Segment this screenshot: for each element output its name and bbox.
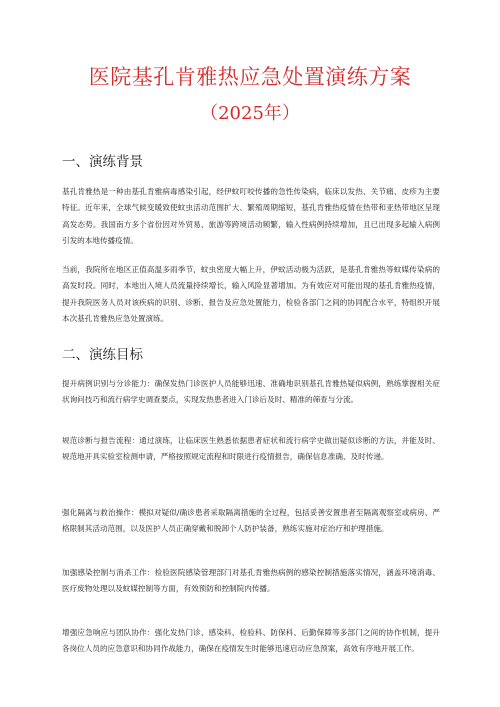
document-subtitle-year: （2025年） (200, 103, 300, 124)
goal-paragraph-3: 强化隔离与救治操作：模拟对疑似/确诊患者采取隔离措施的全过程，包括妥善安置患者至隔离观察室或病房、严格限制其活动范围，以及医护人员正确穿戴和脱卸个人防护装备，熟练实施对症治疗和护理措施。 (62, 508, 440, 534)
goal-paragraph-5: 增强应急响应与团队协作：强化发热门诊、感染科、检验科、防保科、后勤保障等多部门之间的协作机制，提升各岗位人员的应急意识和协同作战能力，确保在疫情发生时能够迅速启动应急预案，高效有序地开展工作。 (62, 628, 440, 654)
goal-paragraph-2: 规范诊断与报告流程：通过演练，让临床医生熟悉依据患者症状和流行病学史做出疑似诊断的方法，并能及时、规范地开具实验室检测申请，严格按照规定流程和时限进行疫情报告，确保信息准确、及时传递。 (62, 436, 440, 462)
document-title: 医院基孔肯雅热应急处置演练方案 (88, 65, 412, 89)
section-heading-background: 一、演练背景 (62, 154, 143, 170)
section-heading-goals: 二、演练目标 (62, 347, 143, 363)
background-paragraph-2: 当前，我院所在地区正值高温多雨季节，蚊虫密度大幅上升，伊蚊活动极为活跃，是基孔肯雅热等蚊媒传染病的高发时段。同时，本地出入境人员流量持续增长，输入风险显著增加。为有效应对可能出现的基孔肯雅热疫情，提升我院医务人员对该疾病的识别、诊断、报告及应急处置能力，检验各部门之间的协同配合水平，特组织开展本次基孔肯雅热应急处置演练。 (62, 265, 440, 324)
background-paragraph-1: 基孔肯雅热是一种由基孔肯雅病毒感染引起，经伊蚊叮咬传播的急性传染病，临床以发热、关节痛、皮疹为主要特征。近年来，全球气候变暖致使蚊虫活动范围扩大、繁殖周期缩短，基孔肯雅热疫情在热带和亚热带地区呈现高发态势。我国南方多个省份因对外贸易、旅游等跨境活动频繁，输入性病例持续增加，且已出现多起输入病例引发的本地传播疫情。 (62, 187, 440, 246)
goal-paragraph-1: 提升病例识别与分诊能力：确保发热门诊医护人员能够迅速、准确地识别基孔肯雅热疑似病例，熟练掌握相关症状询问技巧和流行病学史调查要点，实现发热患者进入门诊后及时、精准的筛查与分流。 (62, 379, 440, 405)
goal-paragraph-4: 加强感染控制与消杀工作：检验医院感染管理部门对基孔肯雅热病例的感染控制措施落实情况，涵盖环境消毒、医疗废物处理以及蚊媒控制等方面，有效预防和控制院内传播。 (62, 568, 440, 594)
